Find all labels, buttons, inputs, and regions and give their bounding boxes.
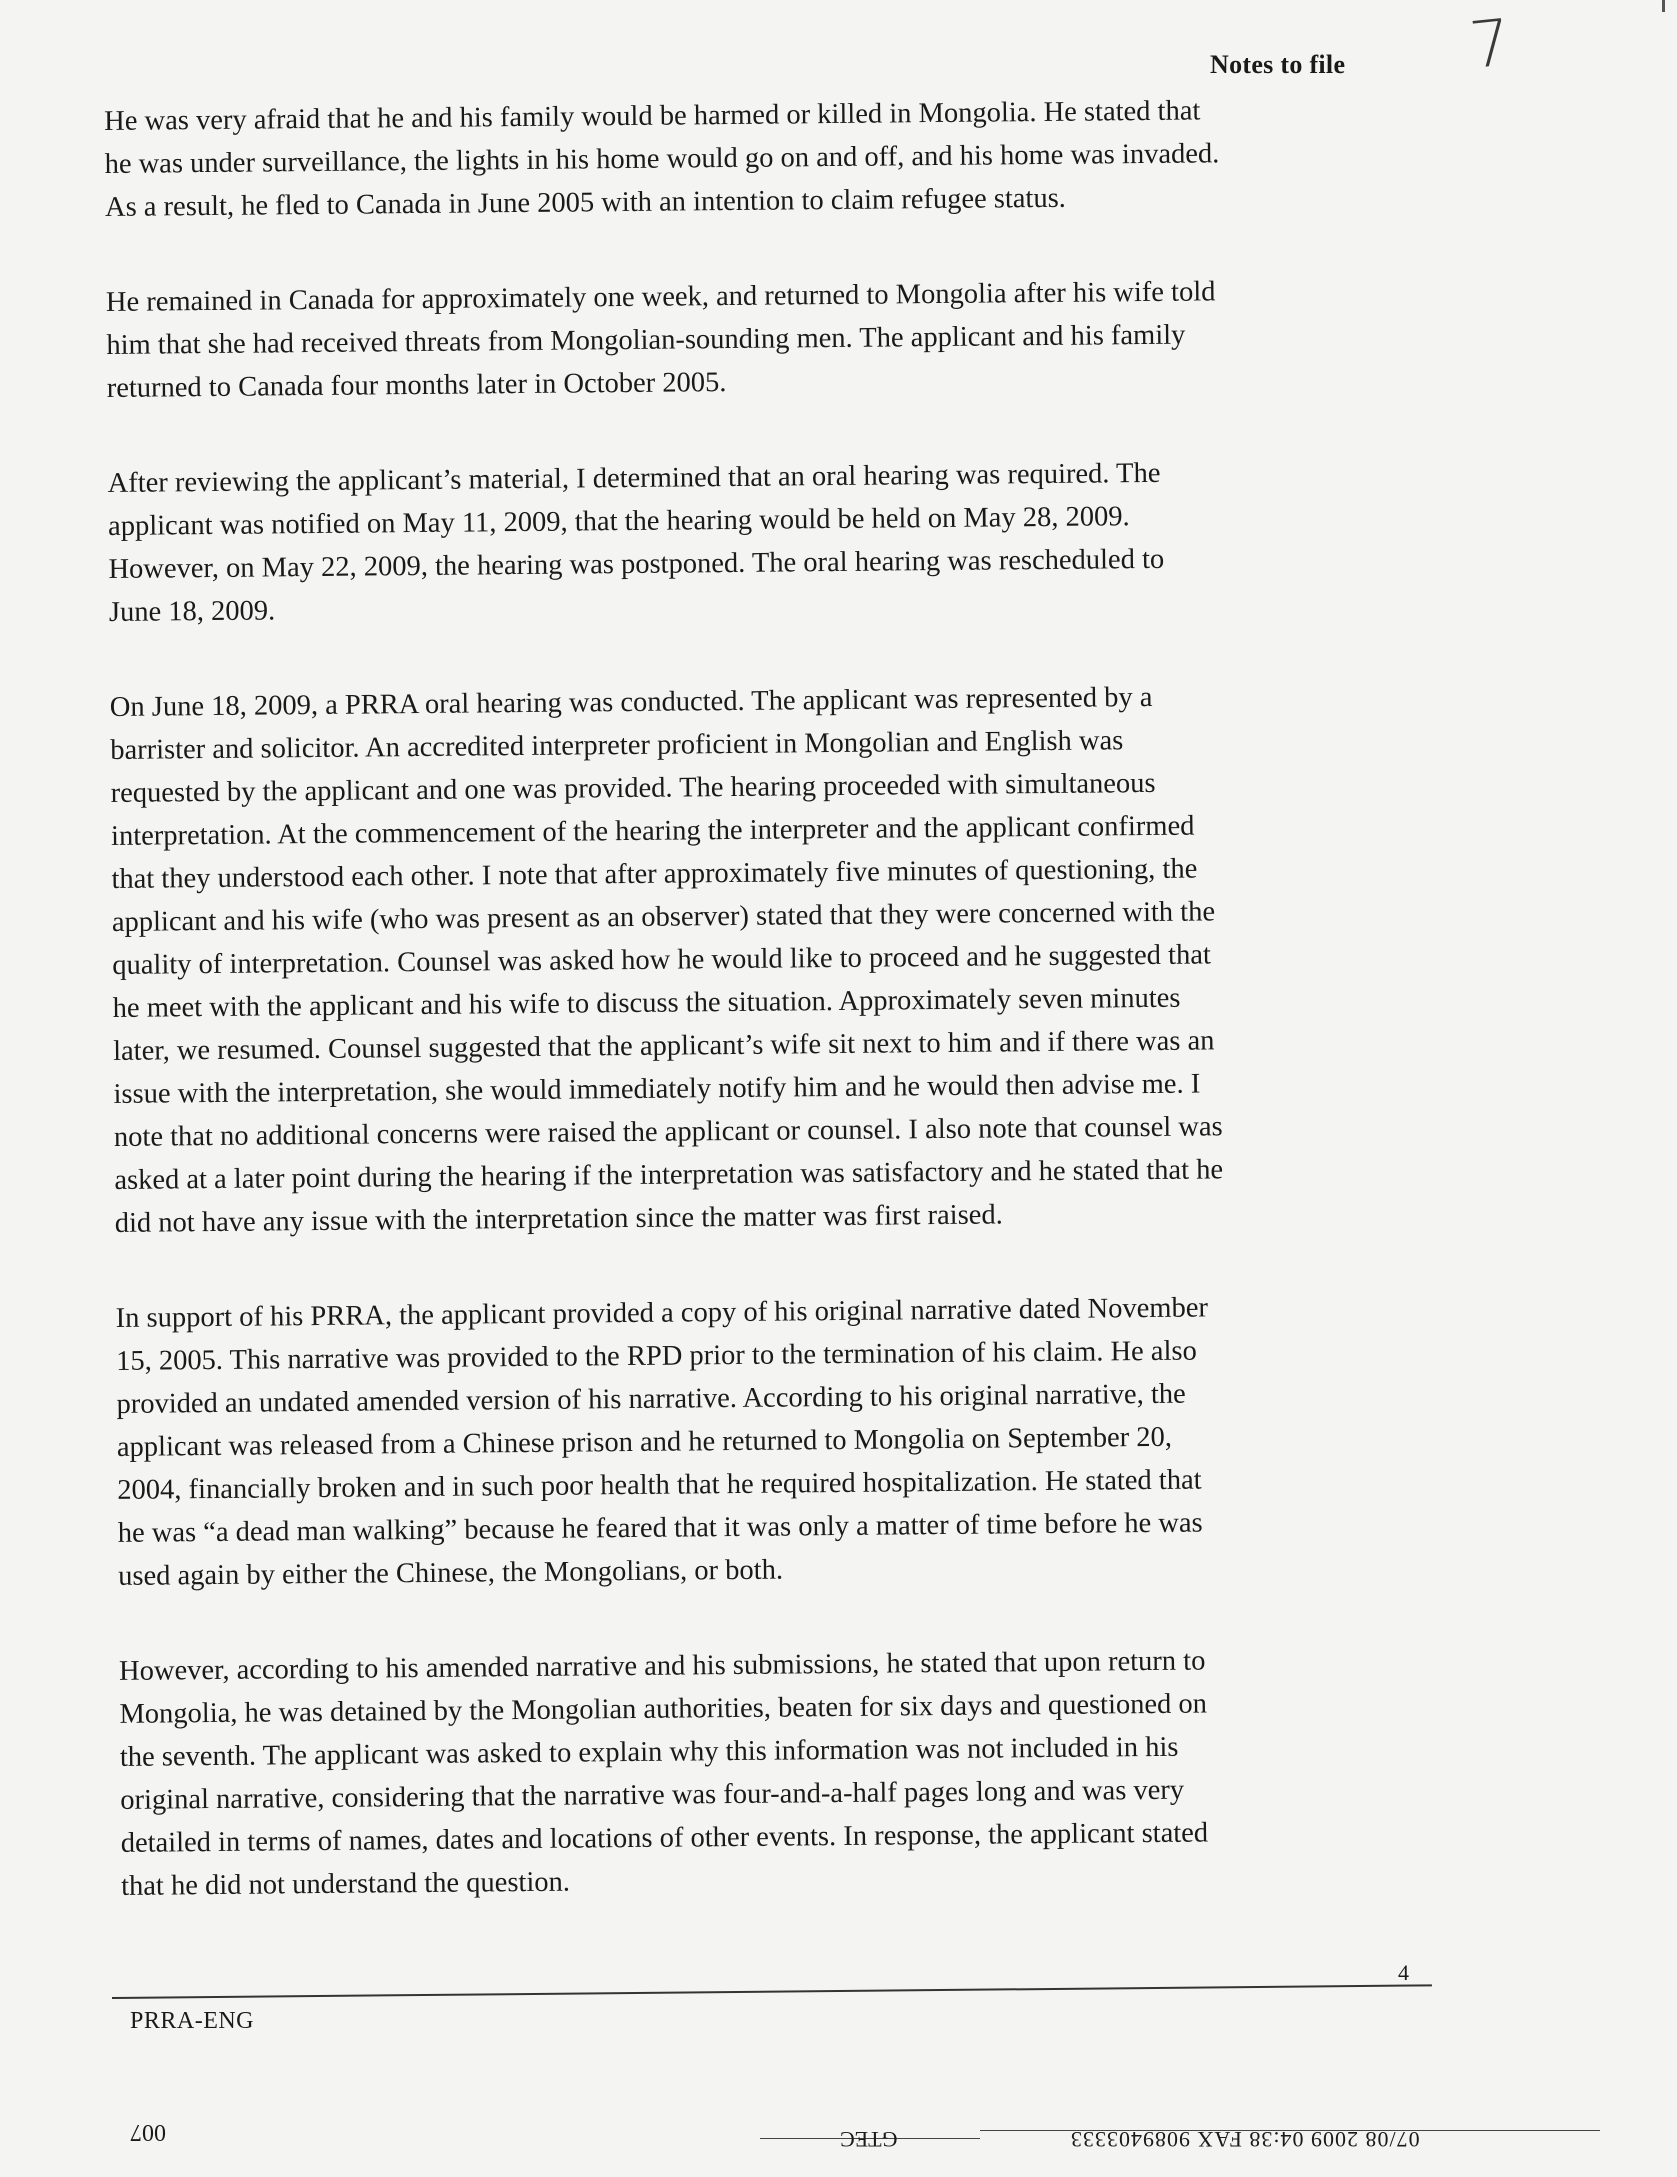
text-line: applicant was released from a Chinese prison and he returned to Mongolia on September 20,	[116, 1421, 1173, 1463]
text-line: After reviewing the applicant’s material, I determined that an oral hearing was required. The	[107, 457, 1161, 499]
fax-timestamp-line: 07/08 2009 04:38 FAX 9089403333	[1070, 2127, 1420, 2152]
text-line: He remained in Canada for approximately one week, and returned to Mongolia after his wife told	[105, 276, 1216, 318]
notes-to-file-heading: Notes to file	[1210, 50, 1346, 79]
scan-edge-mark	[1662, 0, 1665, 12]
text-line: 2004, financially broken and in such poor health that he required hospitalization. He stated that	[117, 1464, 1202, 1506]
footer-divider	[112, 1984, 1432, 1999]
text-line: returned to Canada four months later in October 2005.	[106, 367, 727, 404]
paragraph	[115, 1285, 1368, 1598]
text-line: applicant and his wife (who was present as an observer) stated that they were concerned with the	[111, 896, 1216, 938]
text-line: On June 18, 2009, a PRRA oral hearing was conducted. The applicant was represented by a	[109, 681, 1153, 723]
fax-page-counter: 007	[130, 2119, 166, 2145]
text-line: note that no additional concerns were raised the applicant or counsel. I also note that counsel was	[113, 1111, 1223, 1153]
text-line: the seventh. The applicant was asked to explain why this information was not included in his	[119, 1731, 1179, 1773]
text-line: He was very afraid that he and his family would be harmed or killed in Mongolia. He stated that	[104, 95, 1201, 137]
text-line: that he did not understand the question.	[121, 1866, 571, 1902]
text-line: However, according to his amended narrative and his submissions, he stated that upon return to	[118, 1645, 1206, 1687]
paragraph	[106, 269, 1357, 410]
text-line: requested by the applicant and one was provided. The hearing proceeded with simultaneous	[110, 767, 1156, 809]
text-line: However, on May 22, 2009, the hearing was postponed. The oral hearing was rescheduled to	[108, 543, 1165, 585]
text-line: original narrative, considering that the narrative was four-and-a-half pages long and was very	[120, 1774, 1185, 1816]
handwritten-page-mark: 7	[1466, 6, 1515, 84]
text-line: quality of interpretation. Counsel was asked how he would like to proceed and he suggested that	[112, 939, 1211, 981]
text-line: In support of his PRRA, the applicant provided a copy of his original narrative dated November	[115, 1292, 1209, 1334]
paragraph	[104, 88, 1355, 229]
text-line: him that she had received threats from Mongolian-sounding men. The applicant and his family	[106, 319, 1186, 361]
text-line: As a result, he fled to Canada in June 2005 with an intention to claim refugee status.	[104, 182, 1066, 223]
text-line: applicant was notified on May 11, 2009, that the hearing would be held on May 28, 2009.	[107, 501, 1130, 542]
text-line: barrister and solicitor. An accredited interpreter proficient in Mongolian and English was	[110, 725, 1124, 766]
page-number: 4	[1398, 1960, 1409, 1985]
text-line: asked at a later point during the hearing if the interpretation was satisfactory and he stated that he	[114, 1154, 1224, 1196]
text-line: used again by either the Chinese, the Mongolians, or both.	[118, 1554, 784, 1592]
paragraph	[119, 1638, 1371, 1908]
paragraph	[107, 450, 1359, 634]
text-line: he was “a dead man walking” because he feared that it was only a matter of time before he was	[117, 1507, 1203, 1549]
text-line: provided an undated amended version of his narrative. According to his original narrative, the	[116, 1378, 1186, 1420]
text-line: issue with the interpretation, she would immediately notify him and he would then advise me. I	[113, 1068, 1201, 1110]
text-line: did not have any issue with the interpretation since the matter was first raised.	[114, 1199, 1003, 1239]
text-line: later, we resumed. Counsel suggested that the applicant’s wife sit next to him and if there was an	[112, 1025, 1215, 1067]
text-line: Mongolia, he was detained by the Mongolian authorities, beaten for six days and questioned on	[119, 1688, 1208, 1730]
text-line: 15, 2005. This narrative was provided to the RPD prior to the termination of his claim. He also	[115, 1335, 1197, 1377]
text-line: detailed in terms of names, dates and locations of other events. In response, the applicant stated	[120, 1817, 1209, 1859]
text-line: that they understood each other. I note that after approximately five minutes of questioning, the	[111, 853, 1198, 895]
text-line: interpretation. At the commencement of the hearing the interpreter and the applicant confirmed	[110, 810, 1195, 852]
form-code: PRRA-ENG	[130, 2008, 255, 2034]
text-line: he meet with the applicant and his wife to discuss the situation. Approximately seven minutes	[112, 982, 1181, 1024]
document-body	[104, 88, 1372, 1960]
paragraph	[110, 674, 1365, 1245]
text-line: he was under surveillance, the lights in his home would go on and off, and his home was invaded.	[104, 138, 1220, 180]
text-line: June 18, 2009.	[108, 595, 276, 628]
fax-sender-id: GTEC	[840, 2127, 898, 2152]
